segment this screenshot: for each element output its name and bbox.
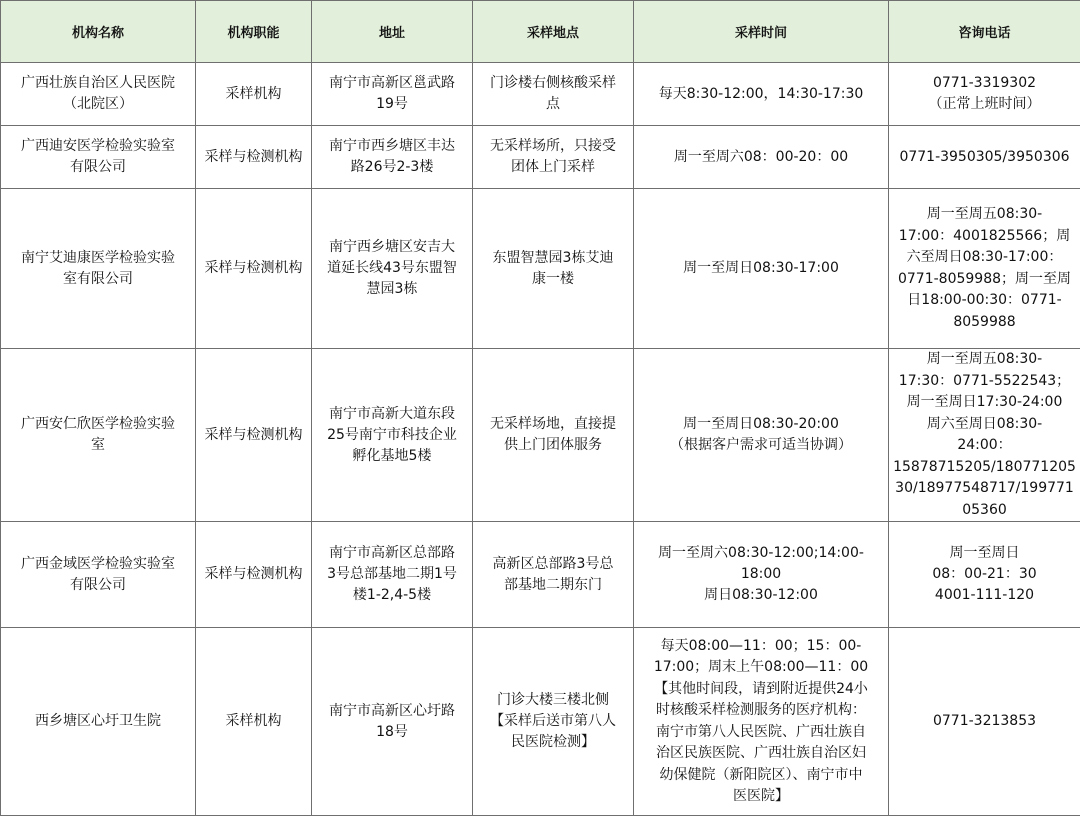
- cell-phone: 周一至周日 08：00-21：30 4001-111-120: [889, 522, 1080, 628]
- cell-function: 采样与检测机构: [196, 522, 312, 628]
- table-row: [1, 628, 1080, 816]
- header-name: 机构名称: [1, 1, 196, 63]
- cell-phone: 0771-3950305/3950306: [889, 126, 1080, 189]
- header-time: 采样时间: [634, 1, 889, 63]
- table-row: [1, 522, 1080, 628]
- cell-address: 南宁市高新区总部路 3号总部基地二期1号 楼1-2,4-5楼: [312, 522, 473, 628]
- cell-name: 广西迪安医学检验实验室 有限公司: [1, 126, 196, 189]
- cell-time: 每天8:30-12:00，14:30-17:30: [634, 63, 889, 126]
- cell-location: 无采样场所，只接受 团体上门采样: [473, 126, 634, 189]
- header-location: 采样地点: [473, 1, 634, 63]
- cell-time: 周一至周日08:30-17:00: [634, 189, 889, 349]
- table-row: [1, 63, 1080, 126]
- cell-name: 广西安仁欣医学检验实验 室: [1, 349, 196, 522]
- cell-time: 周一至周六08:30-12:00;14:00- 18:00 周日08:30-12:00: [634, 522, 889, 628]
- cell-name: 南宁艾迪康医学检验实验 室有限公司: [1, 189, 196, 349]
- cell-phone: 0771-3213853: [889, 628, 1080, 816]
- header-function: 机构职能: [196, 1, 312, 63]
- cell-name: 广西金域医学检验实验室 有限公司: [1, 522, 196, 628]
- cell-phone: 周一至周五08:30- 17:00：4001825566；周 六至周日08:30-17:00： 0771-8059988；周一至周 日18:00-00:30：0771- 8059988: [889, 189, 1080, 349]
- cell-location: 东盟智慧园3栋艾迪 康一楼: [473, 189, 634, 349]
- cell-address: 南宁西乡塘区安吉大 道延长线43号东盟智 慧园3栋: [312, 189, 473, 349]
- cell-time: 周一至周日08:30-20:00 （根据客户需求可适当协调）: [634, 349, 889, 522]
- cell-address: 南宁市高新大道东段 25号南宁市科技企业 孵化基地5楼: [312, 349, 473, 522]
- cell-function: 采样机构: [196, 63, 312, 126]
- cell-address: 南宁市高新区心圩路 18号: [312, 628, 473, 816]
- cell-location: 高新区总部路3号总 部基地二期东门: [473, 522, 634, 628]
- cell-function: 采样与检测机构: [196, 126, 312, 189]
- cell-function: 采样与检测机构: [196, 349, 312, 522]
- cell-time: 每天08:00—11：00；15：00- 17:00；周末上午08:00—11：00 【其他时间段，请到附近提供24小 时核酸采样检测服务的医疗机构： 南宁市第八人民医院、广西壮族自 治区民族医院、广西壮族自治区妇 幼保健院（新阳院区）、南宁市中 医医院】: [634, 628, 889, 816]
- cell-name: 西乡塘区心圩卫生院: [1, 628, 196, 816]
- table-row: [1, 349, 1080, 522]
- table-row: [1, 189, 1080, 349]
- cell-phone: 周一至周五08:30- 17:30：0771-5522543； 周一至周日17:30-24:00 周六至周日08:30- 24:00： 15878715205/180771205 30/18977548717/199771 05360: [889, 349, 1080, 522]
- cell-location: 门诊大楼三楼北侧 【采样后送市第八人 民医院检测】: [473, 628, 634, 816]
- header-phone: 咨询电话: [889, 1, 1080, 63]
- cell-function: 采样与检测机构: [196, 189, 312, 349]
- header-address: 地址: [312, 1, 473, 63]
- cell-time: 周一至周六08：00-20：00: [634, 126, 889, 189]
- cell-address: 南宁市高新区邕武路 19号: [312, 63, 473, 126]
- table-row: [1, 126, 1080, 189]
- header-row: [1, 1, 1080, 63]
- cell-name: 广西壮族自治区人民医院 （北院区）: [1, 63, 196, 126]
- cell-location: 无采样场地，直接提 供上门团体服务: [473, 349, 634, 522]
- cell-address: 南宁市西乡塘区丰达 路26号2-3楼: [312, 126, 473, 189]
- cell-function: 采样机构: [196, 628, 312, 816]
- cell-location: 门诊楼右侧核酸采样 点: [473, 63, 634, 126]
- cell-phone: 0771-3319302 （正常上班时间）: [889, 63, 1080, 126]
